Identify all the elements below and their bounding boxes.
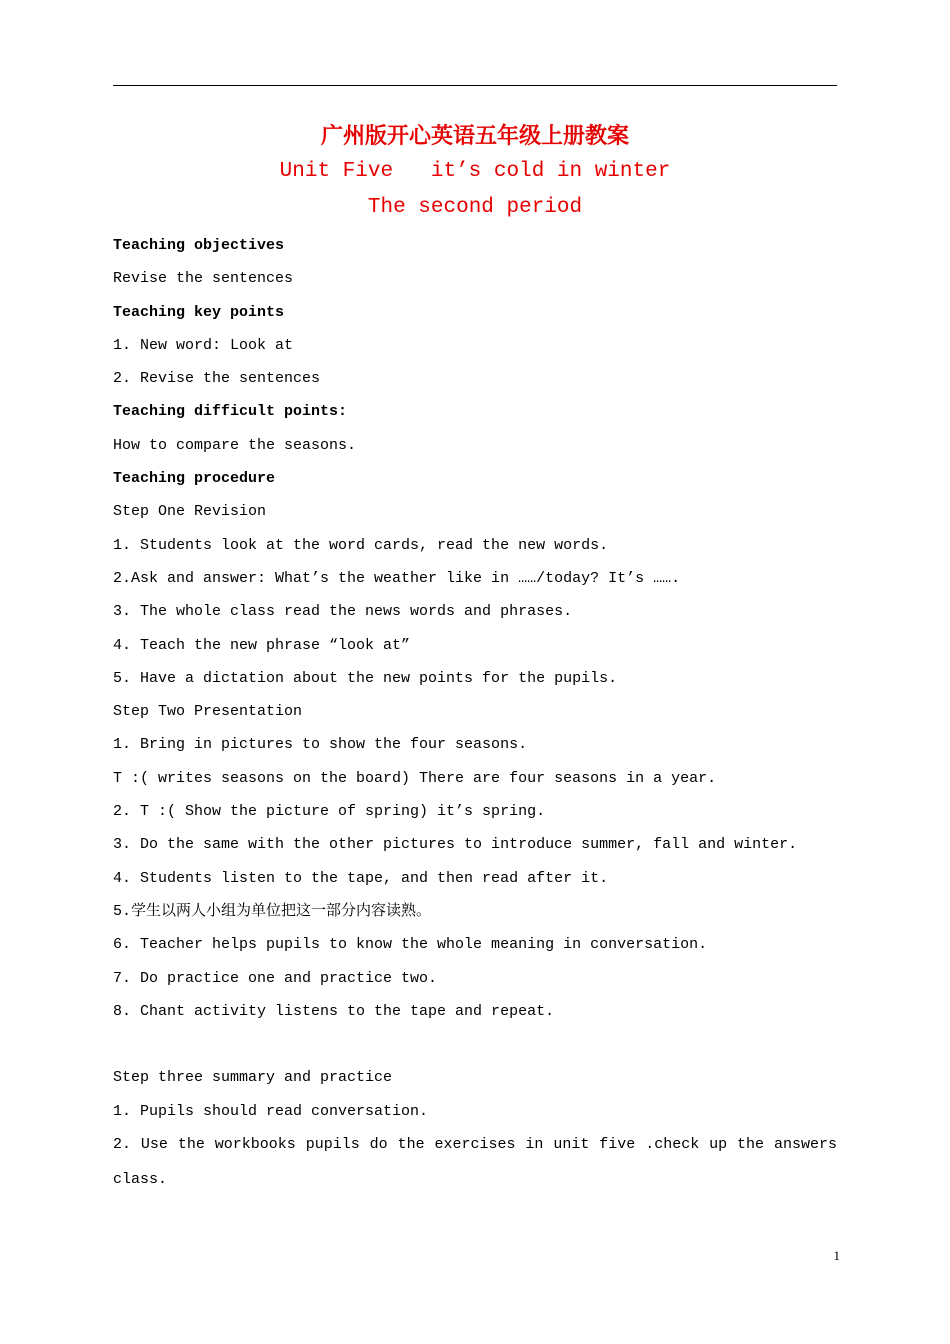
step-two-item: 8. Chant activity listens to the tape and repeat. bbox=[113, 1002, 555, 1020]
step-two-item: T :( writes seasons on the board) There are four seasons in a year. bbox=[113, 769, 717, 787]
title-period: The second period bbox=[367, 196, 583, 219]
key-point-item: 1. New word: Look at bbox=[113, 336, 294, 354]
objectives-text: Revise the sentences bbox=[113, 270, 294, 288]
blank-line bbox=[113, 1028, 837, 1061]
step-one-item: 1. Students look at the word cards, read the new words. bbox=[113, 536, 609, 554]
title-unit: Unit Five it’s cold in winter bbox=[279, 160, 671, 183]
difficult-text: How to compare the seasons. bbox=[113, 436, 357, 454]
procedure-heading: Teaching procedure bbox=[113, 470, 276, 488]
title-chinese: 广州版开心英语五年级上册教案 bbox=[320, 123, 629, 149]
page-number: 1 bbox=[833, 1248, 840, 1263]
step-one-heading: Step One Revision bbox=[113, 503, 267, 521]
header-rule bbox=[113, 85, 837, 86]
step-two-item: 6. Teacher helps pupils to know the whole meaning in conversation. bbox=[113, 936, 708, 954]
step-three-heading: Step three summary and practice bbox=[113, 1069, 393, 1087]
key-point-item: 2. Revise the sentences bbox=[113, 370, 321, 388]
step-two-item: 1. Bring in pictures to show the four seasons. bbox=[113, 736, 528, 754]
step-one-item: 5. Have a dictation about the new points for the pupils. bbox=[113, 669, 618, 687]
step-two-item: 3. Do the same with the other pictures to introduce summer, fall and winter. bbox=[113, 836, 798, 854]
difficult-heading: Teaching difficult points: bbox=[113, 403, 348, 421]
title-block bbox=[0, 118, 950, 226]
step-two-item: 7. Do practice one and practice two. bbox=[113, 969, 438, 987]
step-two-item: 4. Students listen to the tape, and then read after it. bbox=[113, 869, 609, 887]
step-one-item: 2.Ask and answer: What’s the weather like in ……/today? It’s ……. bbox=[113, 569, 681, 587]
step-two-item: 5.学生以两人小组为单位把这一部分内容读熟。 bbox=[113, 902, 432, 920]
lesson-body bbox=[113, 229, 837, 1199]
step-one-item: 3. The whole class read the news words and phrases. bbox=[113, 603, 573, 621]
step-two-heading: Step Two Presentation bbox=[113, 703, 303, 721]
step-two-item: 2. T :( Show the picture of spring) it’s spring. bbox=[113, 803, 546, 821]
step-three-item-continued: class. bbox=[113, 1171, 168, 1189]
key-points-heading: Teaching key points bbox=[113, 303, 285, 321]
step-three-item: 1. Pupils should read conversation. bbox=[113, 1102, 429, 1120]
objectives-heading: Teaching objectives bbox=[113, 237, 285, 254]
step-three-item: 2. Use the workbooks pupils do the exercises in unit five .check up the answers bbox=[113, 1136, 837, 1154]
step-one-item: 4. Teach the new phrase “look at” bbox=[113, 636, 411, 654]
